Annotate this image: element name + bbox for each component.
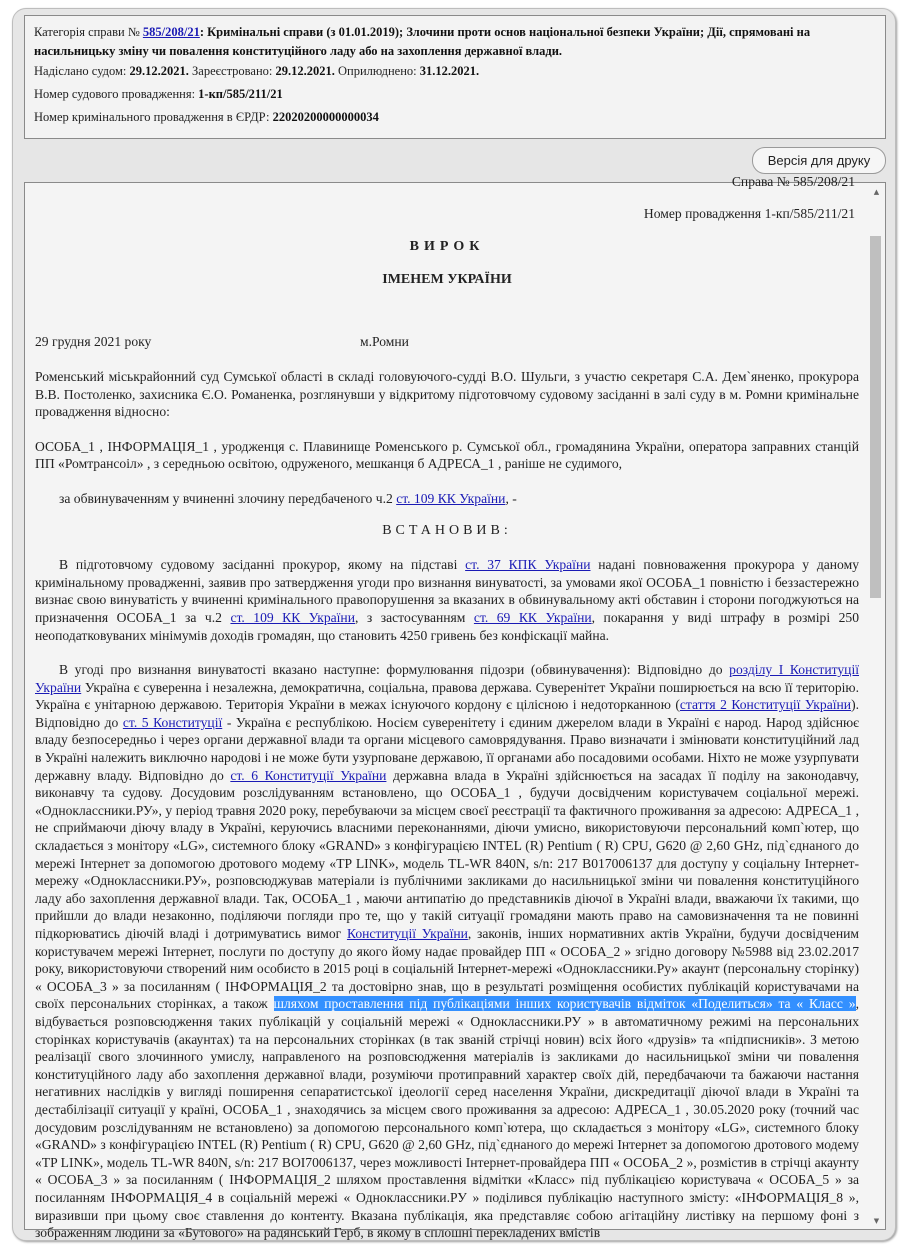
published-label: Оприлюднено: xyxy=(334,64,420,78)
text: , законів, інших нормативних актів України, будучи досвідченим користувачем мережі Інтернет, послуги по доступу до якого йому надає провайдер ПП « ОСОБА_2 » згідно договору №5988 від 23.02.2017 року, використовуючи створений ним особисто в 2015 році в соціальній Інтернет-мережі «Одноклассники.Ру» акаунт (персональну сторінку) « ОСОБА_3 » за посиланням ( ІНФОРМАЦІЯ_2 та достовірно знав, що в результаті розміщення особистих публікацій користувачами на своїх персональних сторінках, а також xyxy=(35,926,859,1012)
registered-date: 29.12.2021. xyxy=(275,64,335,78)
sent-label: Надіслано судом: xyxy=(34,64,130,78)
constitution-link[interactable]: Конституції України xyxy=(346,926,468,941)
established-heading: ВСТАНОВИВ: xyxy=(382,522,512,538)
case-reference: Справа № 585/208/21 xyxy=(731,174,855,189)
article-37-kpk-link[interactable]: ст. 37 КПК України xyxy=(465,557,591,573)
text: , відбувається розповсюдження таких публікацій у соціальній мережі « Одноклассники.РУ » в автоматичному режимі на персональних сторінках користувачів (акаунтах) та на персональних сторінках (в так званій стрічці новин) всіх його «друзів» та «підписників». З метою реалізації свого злочинного умислу, направленого на розповсюдження матеріалів із закликами до насильницької зміни чи повалення конституційного ладу або захоплення державної влади, розуміючи протиправний характер своїх дій, передбачаючи та бажаючи настання негативних наслідків у вигляді поширення сепаратистської ідеології серед населення України, дискредитації діючої влади в Україні та дестабілізації ситуації у країні, ОСОБА_1 , знаходячись за місцем свого проживання за адресою: АДРЕСА_1 , 30.05.2020 року (точний час досудовим розслідуванням не встановлено) за допомогою персонального комп`ютера, що складається з монітору «LG», системного блоку «GRAND» з конфігурацією INTEL (R) Pentium ( R) CPU, G620 @ 2,60 GHz, під`єднаного до мережі Інтернет за допомогою дротового модему «TP LINK», модель TL-WR 840N, s/n: 217 BOI7006137, через можливості Інтернет-провайдера ПП « ОСОБА_2 », розмістив в стрічці акаунту « ОСОБА_3 » за посиланням ( ІНФОРМАЦІЯ_2 шляхом проставлення відмітки «Класс» під публікацією користувача « ОСОБА_5 » за посиланням ІНФОРМАЦІЯ_4 в соціальній мережі « Одноклассники.РУ » поділився публікацію наступного змісту: «ІНФОРМАЦІЯ_8 », виразивши при цьому своє ставлення до контенту. Вказана публікація, яка представляє собою агітаційну листівку на першому фоні з зображенням людини за «Бутового» на радянський Герб, в якому в сплошні перекладених вмістів xyxy=(35,996,859,1241)
sent-date: 29.12.2021. xyxy=(129,64,189,78)
proceeding-reference: Номер провадження 1-кп/585/211/21 xyxy=(643,205,855,221)
erdr-label: Номер кримінального провадження в ЄРДР: xyxy=(34,110,273,124)
article-109-link[interactable]: ст. 109 КК України xyxy=(230,609,355,625)
constitution-article-6-link[interactable]: ст. 6 Конституції України xyxy=(230,767,387,783)
published-date: 31.12.2021. xyxy=(419,64,480,78)
agreement-paragraph xyxy=(35,661,859,1242)
case-info-box xyxy=(24,15,886,139)
court-proceeding-label: Номер судового провадження: xyxy=(34,87,199,101)
document-title: ВИРОК xyxy=(409,239,485,255)
case-category xyxy=(34,23,885,61)
text: Україна є суверенна і незалежна, демократична, соціальна, правова держава. Суверенітет України поширюється на всю її територію. Україна є унітарною державою. Територія України в межах існуючого кордону є цілісною і недоторканною ( xyxy=(35,679,859,713)
print-version-button[interactable]: Версія для друку xyxy=(752,147,886,174)
constitution-article-2-link[interactable]: стаття 2 Конституції України xyxy=(679,697,852,713)
selected-text-highlight: шляхом проставлення під публікаціями інших користувачів відміток «Поделиться» та « Класс » xyxy=(273,996,856,1012)
document-frame[interactable] xyxy=(24,174,886,1241)
text: ). Відповідно до xyxy=(35,697,859,730)
charge-paragraph xyxy=(35,490,859,508)
document-content xyxy=(35,173,859,1242)
constitution-section-1-link[interactable]: розділу І Конституції України xyxy=(35,662,859,695)
scroll-up-arrow-icon[interactable]: ▲ xyxy=(873,187,880,196)
document-subtitle: ІМЕНЕМ УКРАЇНИ xyxy=(382,271,512,287)
text: В підготовчому судовому засіданні прокурор, якому на підставі xyxy=(59,557,466,573)
registered-label: Зареєстровано: xyxy=(188,64,276,78)
category-label: Категорія справи № xyxy=(34,25,140,39)
court-proceeding-line xyxy=(34,84,885,104)
erdr-value: 22020200000000034 xyxy=(272,110,379,124)
scroll-thumb[interactable] xyxy=(870,236,881,598)
dates-line xyxy=(34,61,885,81)
verdict-date: 29 грудня 2021 року xyxy=(35,334,152,350)
text: державна влада в Україні здійснюється на засадах її поділу на законодавчу, виконавчу та судову. Досудовим розслідуванням встановлено, що ОСОБА_1 , будучи досвідченим користувачем соціальної мережі. «Одноклассники.РУ», у період травня 2020 року, перебуваючи за місцем своєї реєстрації та фактичного проживання за адресою: АДРЕСА_1 , не сприймаючи діючу владу в Україні, керуючись власними переконаннями, діючи умисно, використовуючи персональний комп`ютер, що складається з монітору «LG», системного блоку «GRAND» з конфігурацією INTEL (R) Pentium ( R) CPU, G620 @ 2,60 GHz, під`єднаного до мережі Інтернет за допомогою дротового модему «TP LINK», модель TL-WR 840N, s/n: 217 B017006137 для доступу у соціальну Інтернет-мережу «Одноклассники.РУ», розповсюджував матеріали із публічними закликами до насильницької зміни чи повалення конституційного ладу або захоплення державної влади. Так, ОСОБА_1 , маючи антипатію до представників діючої в Україні влади, вважаючи їх такими, що прийшли до влади незаконно, поділяючи погляди про те, що у такій ситуації громадяни мають право на самовизначення та не повинні підкорюватись діючій владі і дотримуватись вимог xyxy=(35,767,859,941)
article-109-link[interactable]: ст. 109 КК України xyxy=(396,490,506,506)
erdr-line xyxy=(34,107,885,127)
text: , з застосуванням xyxy=(355,609,474,625)
text: , покарання у виді штрафу в розмірі 250 неоподатковуваних мінімумів доходів громадян, що становить 4250 гривень без конфіскації майна. xyxy=(35,609,860,643)
article-69-link[interactable]: ст. 69 КК України xyxy=(473,609,592,625)
case-number-link[interactable]: 585/208/21 xyxy=(142,25,200,39)
constitution-article-5-link[interactable]: ст. 5 Конституції xyxy=(122,714,223,730)
charge-text: за обвинуваченням у вчиненні злочину передбаченого ч.2 xyxy=(59,490,397,506)
text: - Україна є республікою. Носієм суверенітету і єдиним джерелом влади в Україні є народ. Народ здійснює владу безпосередньо і через органи державної влади та органи місцевого самоврядування. Право визначати і змінювати конституційний лад в Україні належить виключно народові і не може бути узурповане державою, її органами або посадовими особами. Ніхто не може узурпувати державну владу. Відповідно до xyxy=(35,714,859,783)
charge-suffix: , - xyxy=(505,490,517,506)
vertical-scrollbar[interactable] xyxy=(868,183,885,1229)
court-proceeding-value: 1-кп/585/211/21 xyxy=(198,87,283,101)
scroll-down-arrow-icon[interactable]: ▼ xyxy=(873,1216,880,1225)
date-city-line xyxy=(35,333,859,351)
prosecutor-paragraph xyxy=(35,556,859,644)
text: надані повноваження прокурора у даному кримінальному провадженні, заявив про затвердження угоди про визнання винуватості, за умовами якої ОСОБА_1 повністю і беззастережно визнає свою винуватість у вчиненні кримінального правопорушення за вказаних в обвинувальному акті обставин і сторони погоджуються на призначення ОСОБА_1 за ч.2 xyxy=(35,557,859,625)
category-text: : Кримінальні справи (з 01.01.2019); Злочини проти основ національної безпеки України; Дії, спрямовані на насильницьку зміну чи повалення конституційного ладу або на захоплення державної влади. xyxy=(34,25,811,58)
verdict-city: м.Ромни xyxy=(360,334,409,350)
defendant-paragraph: ОСОБА_1 , ІНФОРМАЦІЯ_1 , уродженця с. Плавинище Роменського р. Сумської обл., громадянина України, оператора заправних станцій ПП «Ромтрансоіл» , з середньою освітою, одруженого, мешканця б АДРЕСА_1 , раніше не судимого, xyxy=(35,438,859,472)
intro-paragraph: Роменський міськрайонний суд Сумської області в складі головуючого-судді В.О. Шульги, з участю секретаря С.А. Дем`яненко, прокурора В.В. Постоленко, захисника Є.О. Романенка, розглянувши у відкритому підготовчому судовому засіданні в залі суду в м. Ромни кримінальне провадження відносно: xyxy=(35,368,859,420)
text: В угоді про визнання винуватості вказано наступне: формулювання підозри (обвинувачення): Відповідно до xyxy=(59,662,730,678)
